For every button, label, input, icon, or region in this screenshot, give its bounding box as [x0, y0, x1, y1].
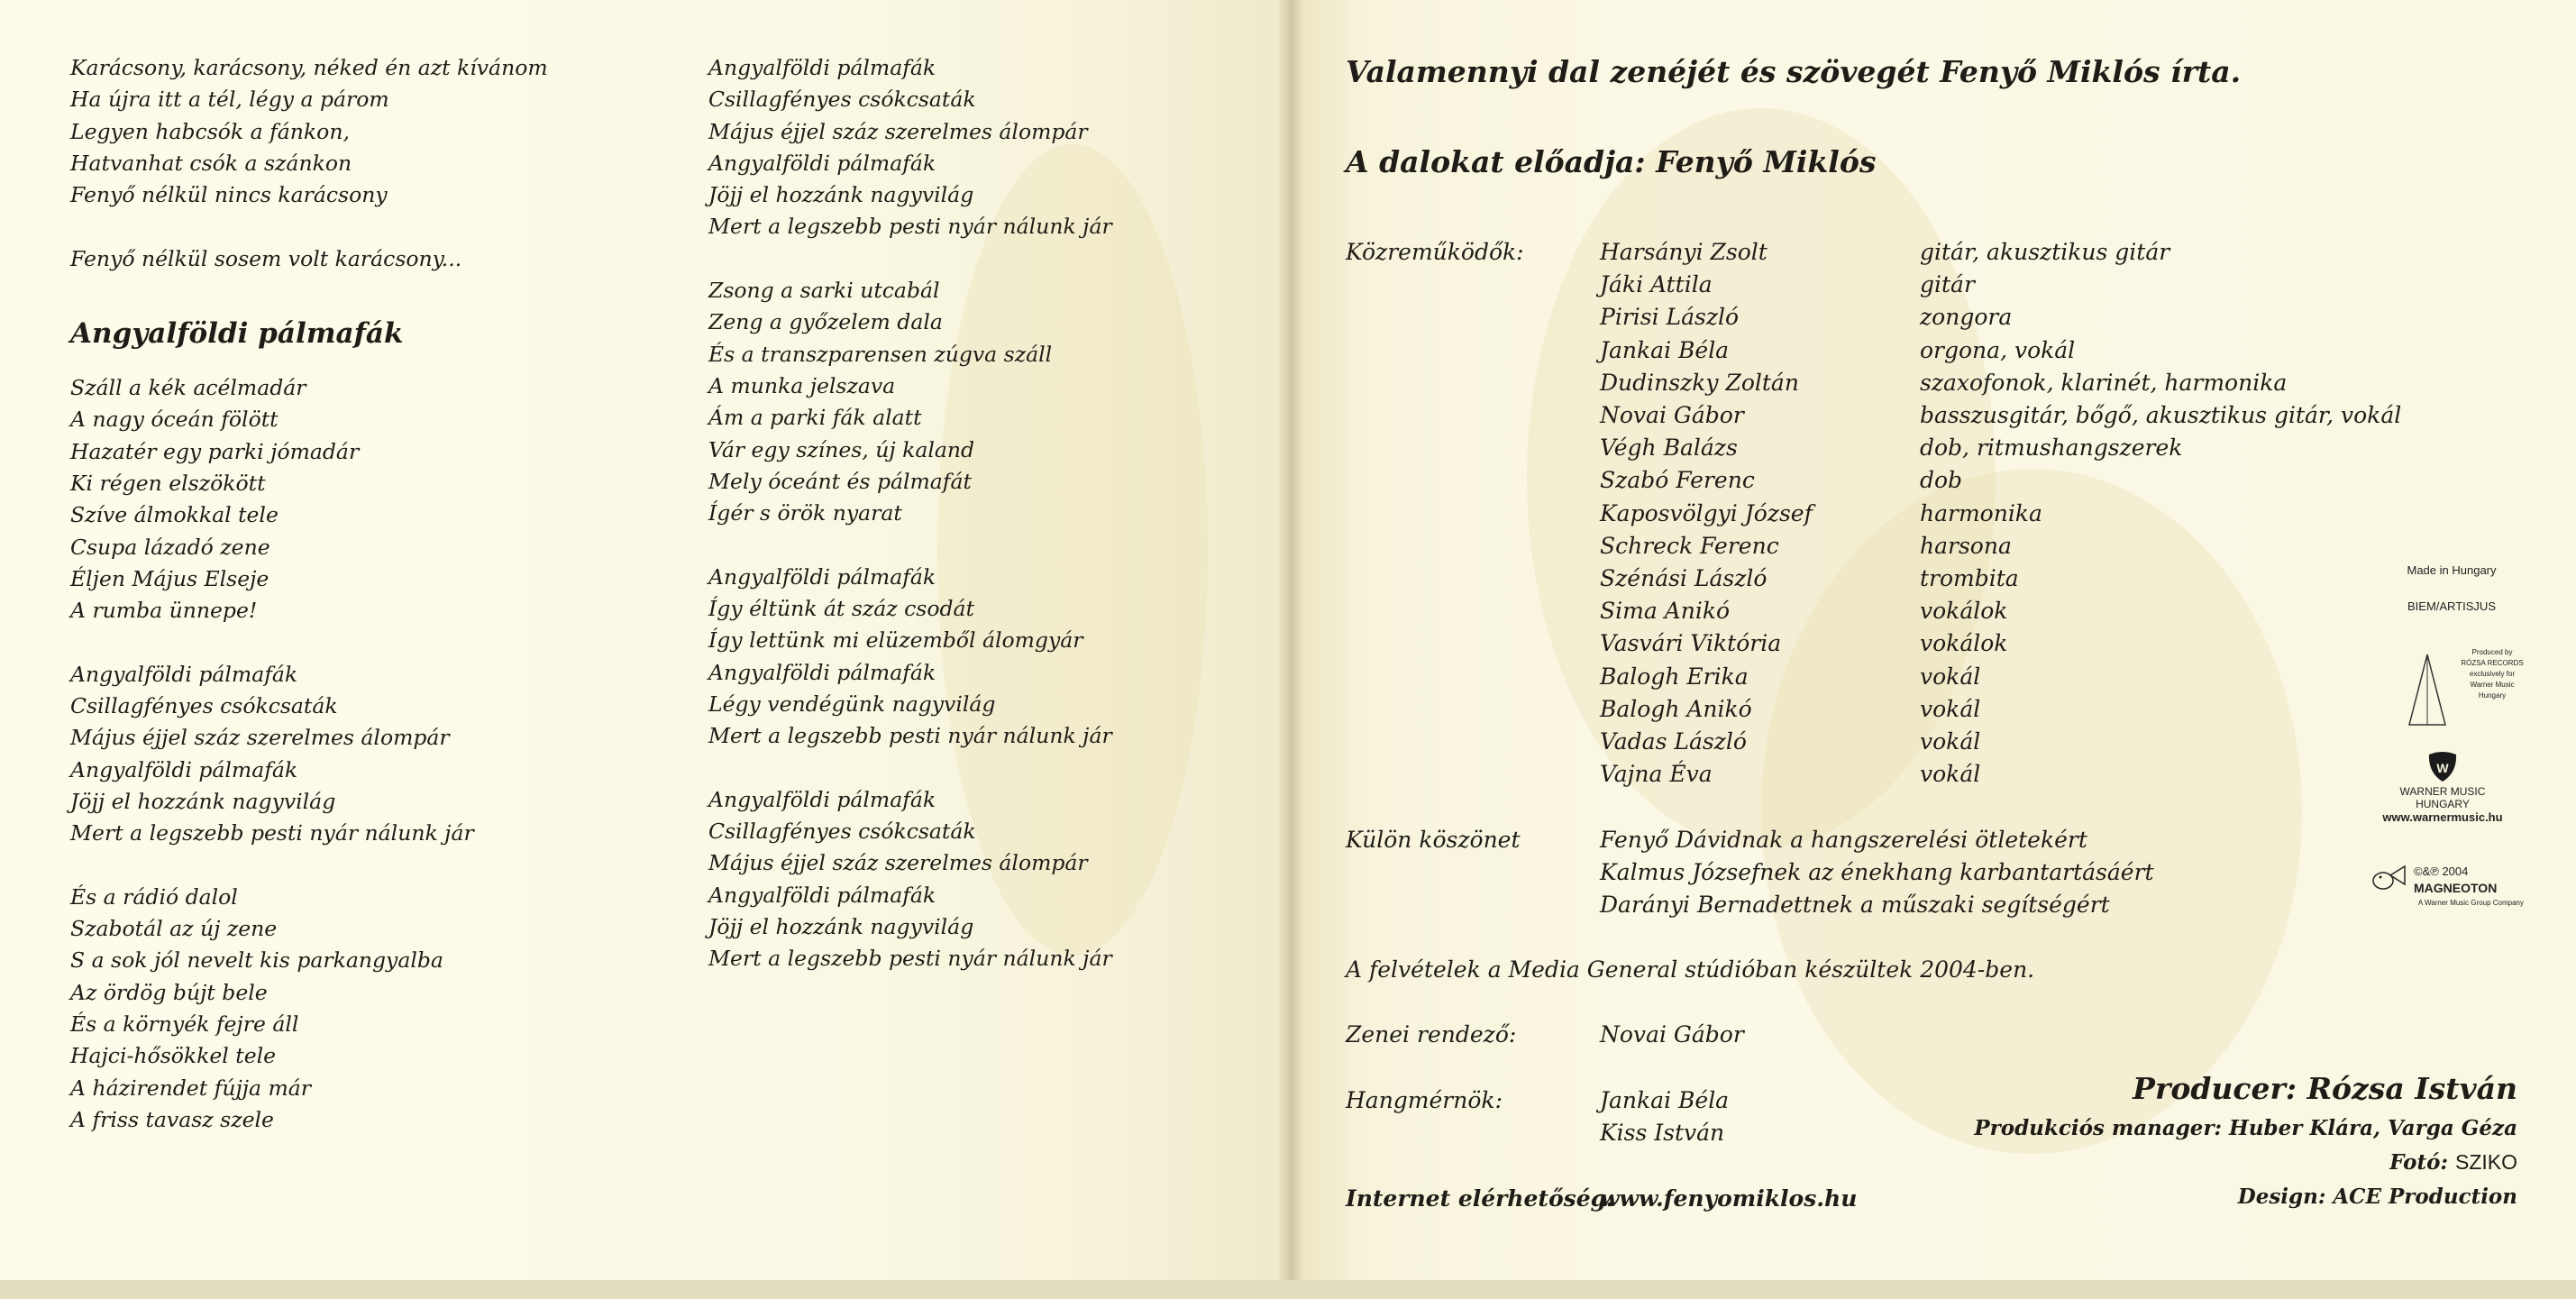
arranger-name: Novai Gábor [1600, 1021, 1744, 1047]
background-shade [1761, 469, 2302, 1154]
thanks-line: Kalmus Józsefnek az énekhang karbantartásáért [1600, 859, 2154, 885]
produced-by-text: Hungary [2478, 691, 2507, 700]
lyric-line: Hazatér egy parki jómadár [70, 438, 360, 464]
lyric-line: Mely óceánt és pálmafát [708, 468, 972, 494]
lyric-line: Jöjj el hozzánk nagyvilág [70, 788, 336, 814]
lyric-line: S a sok jól nevelt kis parkangyalba [70, 947, 443, 974]
lyric-line: Zeng a győzelem dala [708, 309, 943, 335]
lyric-line: Angyalföldi pálmafák [708, 55, 936, 80]
warner-text: HUNGARY [2416, 798, 2470, 810]
engineer-label: Hangmérnök: [1346, 1087, 1503, 1113]
contributor-role: harmonika [1920, 499, 2042, 526]
performer-line: A dalokat előadja: Fenyő Miklós [1346, 144, 1877, 179]
photo-value: SZIKO [2454, 1150, 2517, 1174]
lyric-line: Csillagfényes csókcsaták [708, 87, 976, 113]
lyric-line: Száll a kék acélmadár [70, 375, 306, 401]
lyric-line: Angyalföldi pálmafák [708, 786, 936, 812]
book-spine [1276, 0, 1303, 1299]
engineer-name: Kiss István [1600, 1120, 1725, 1146]
contributor-role: basszusgitár, bőgő, akusztikus gitár, vokál [1920, 402, 2402, 428]
produced-by-text: exclusively for [2469, 670, 2516, 678]
lyric-line: Május éjjel száz szerelmes álompár [708, 118, 1088, 144]
contributor-name: Harsányi Zsolt [1600, 239, 1768, 265]
warner-text: WARNER MUSIC [2399, 785, 2486, 798]
lyric-line: Az ördög bújt bele [70, 979, 268, 1005]
lyric-line: Ám a parki fák alatt [708, 405, 922, 431]
lyric-line: Mert a legszebb pesti nyár nálunk jár [708, 214, 1112, 240]
triangle-logo-icon [2407, 651, 2448, 728]
lyric-line: Zsong a sarki utcabál [708, 278, 940, 304]
lyric-line: A házirendet fújja már [70, 1075, 312, 1101]
lyric-line: És a rádió dalol [70, 883, 238, 910]
svg-text:W: W [2436, 761, 2449, 775]
produced-by-text: Produced by [2471, 648, 2513, 656]
lyrics-column-2 [708, 52, 1112, 975]
lyric-line: Hajci-hősökkel tele [70, 1043, 277, 1069]
contributor-name: Sima Anikó [1600, 598, 1731, 625]
lyric-line: Így lettünk mi elüzemből álomgyár [708, 627, 1083, 654]
lyric-line: Angyalföldi pálmafák [70, 756, 298, 782]
contributors-label: Közreműködők: [1346, 239, 1524, 265]
contributor-name: Balogh Erika [1600, 663, 1749, 690]
label-name: MAGNEOTON [2414, 881, 2498, 895]
lyric-line: Fenyő nélkül sosem volt karácsony... [70, 245, 462, 271]
contributor-role: vokálok [1920, 630, 2008, 657]
photo-credit [2389, 1150, 2517, 1175]
made-in-label: Made in Hungary [2407, 563, 2497, 577]
lyric-line: Hatvanhat csók a szánkon [70, 150, 352, 176]
contributor-role: orgona, vokál [1920, 336, 2076, 363]
lyric-line: És a transzparensen zúgva száll [708, 341, 1053, 367]
lyric-line: A rumba ünnepe! [70, 598, 258, 624]
contributor-name: Szabó Ferenc [1600, 467, 1755, 494]
lyric-line: Szabotál az új zene [70, 916, 278, 942]
rights-label: BIEM/ARTISJUS [2407, 599, 2496, 613]
contributor-role: harsona [1920, 532, 2012, 559]
contributor-role: vokálok [1920, 598, 2008, 625]
lyric-line: Éljen Május Elseje [70, 565, 269, 591]
lyric-line: Angyalföldi pálmafák [708, 659, 936, 685]
lyric-line: Angyalföldi pálmafák [708, 882, 936, 908]
contributor-name: Vadas László [1600, 728, 1747, 755]
lyric-line: Angyalföldi pálmafák [708, 150, 936, 176]
photo-label: Fotó: [2389, 1150, 2448, 1175]
producer-credit: Producer: Rózsa István [2133, 1071, 2517, 1106]
contributor-name: Végh Balázs [1600, 435, 1738, 462]
thanks-label: Külön köszönet [1346, 827, 1521, 853]
website-link[interactable]: www.fenyomiklos.hu [1600, 1185, 1858, 1212]
song-title: Angyalföldi pálmafák [70, 317, 404, 351]
dog-gramophone-icon [2370, 861, 2408, 892]
produced-by-text: Warner Music [2470, 681, 2515, 689]
lyric-line: A friss tavasz szele [70, 1106, 274, 1132]
lyric-line: Mert a legszebb pesti nyár nálunk jár [70, 820, 474, 846]
contributor-name: Szénási László [1600, 565, 1768, 591]
engineer-name: Jankai Béla [1600, 1087, 1730, 1113]
lyric-line: Legyen habcsók a fánkon, [70, 118, 350, 144]
contributor-role: vokál [1920, 695, 1981, 722]
contributor-role: dob [1920, 467, 1963, 494]
lyric-line: Angyalföldi pálmafák [708, 563, 936, 590]
contributor-role: dob, ritmushangszerek [1920, 435, 2183, 462]
contributor-role: gitár, akusztikus gitár [1920, 239, 2170, 265]
contributor-name: Kaposvölgyi József [1600, 499, 1813, 526]
contributor-role: trombita [1920, 565, 2019, 591]
lyric-line: Csupa lázadó zene [70, 534, 270, 560]
contributor-name: Vasvári Viktória [1600, 630, 1782, 657]
lyric-line: Csillagfényes csókcsaták [708, 819, 976, 845]
lyric-line: Mert a legszebb pesti nyár nálunk jár [708, 723, 1112, 749]
arranger-label: Zenei rendező: [1346, 1021, 1517, 1047]
contributor-name: Novai Gábor [1600, 402, 1744, 428]
lyric-line: Ki régen elszökött [70, 470, 266, 496]
page-edge [0, 1280, 2576, 1299]
contributor-name: Jáki Attila [1600, 271, 1713, 298]
lyric-line: Vár egy színes, új kaland [708, 436, 975, 462]
internet-label: Internet elérhetőség: [1346, 1185, 1615, 1212]
lyric-line: A nagy óceán fölött [70, 407, 279, 433]
warner-url: www.warnermusic.hu [2382, 810, 2503, 824]
contributor-name: Jankai Béla [1600, 336, 1730, 363]
warner-music-logo [2366, 751, 2519, 825]
lyric-line: Ígér s örök nyarat [708, 500, 902, 526]
contributor-role: zongora [1920, 304, 2013, 331]
lyric-line: Csillagfényes csókcsaták [70, 693, 338, 719]
lyric-line: Mert a legszebb pesti nyár nálunk jár [708, 946, 1112, 972]
design-credit: Design: ACE Production [2237, 1185, 2517, 1209]
lyric-line: Jöjj el hozzánk nagyvilág [708, 182, 974, 208]
contributor-name: Pirisi László [1600, 304, 1740, 331]
lyric-line: Fenyő nélkül nincs karácsony [70, 182, 388, 208]
lyric-line: Karácsony, karácsony, néked én azt kívánom [70, 55, 548, 80]
lyric-line: Május éjjel száz szerelmes álompár [70, 725, 450, 751]
thanks-line: Fenyő Dávidnak a hangszerelési ötletekért [1600, 827, 2087, 853]
lyric-line: Szíve álmokkal tele [70, 502, 279, 528]
produced-by-text: RÓZSA RECORDS [2461, 659, 2524, 667]
warner-shield-icon [2426, 751, 2459, 783]
contributor-role: vokál [1920, 663, 1981, 690]
contributor-name: Dudinszky Zoltán [1600, 369, 1799, 396]
lyric-line: Így éltünk át száz csodát [708, 596, 975, 622]
lyric-line: Május éjjel száz szerelmes álompár [708, 850, 1088, 876]
contributor-role: szaxofonok, klarinét, harmonika [1920, 369, 2288, 396]
copyright-text: ©&℗ 2004 [2414, 864, 2469, 878]
lyric-line: Jöjj el hozzánk nagyvilág [708, 914, 974, 940]
contributor-name: Vajna Éva [1600, 761, 1713, 788]
lyric-line: A munka jelszava [708, 372, 896, 398]
lyrics-column-1 [70, 52, 548, 1136]
thanks-line: Darányi Bernadettnek a műszaki segítségért [1600, 892, 2110, 918]
contributor-role: vokál [1920, 728, 1981, 755]
recording-note: A felvételek a Media General stúdióban készültek 2004-ben. [1346, 956, 2035, 983]
contributor-role: vokál [1920, 761, 1981, 788]
label-subtitle: A Warner Music Group Company [2417, 899, 2524, 907]
contributor-name: Schreck Ferenc [1600, 532, 1779, 559]
contributor-role: gitár [1920, 271, 1975, 298]
production-manager: Produkciós manager: Huber Klára, Varga Géza [1974, 1116, 2517, 1140]
contributor-name: Balogh Anikó [1600, 695, 1752, 722]
lyric-line: Légy vendégünk nagyvilág [708, 691, 996, 717]
lyric-line: És a környék fejre áll [70, 1011, 299, 1038]
lyric-line: Angyalföldi pálmafák [70, 661, 298, 687]
credits-headline: Valamennyi dal zenéjét és szövegét Fenyő Miklós írta. [1346, 54, 2242, 89]
rozsa-records-logo [2407, 644, 2524, 734]
lyric-line: Ha újra itt a tél, légy a párom [70, 87, 389, 113]
